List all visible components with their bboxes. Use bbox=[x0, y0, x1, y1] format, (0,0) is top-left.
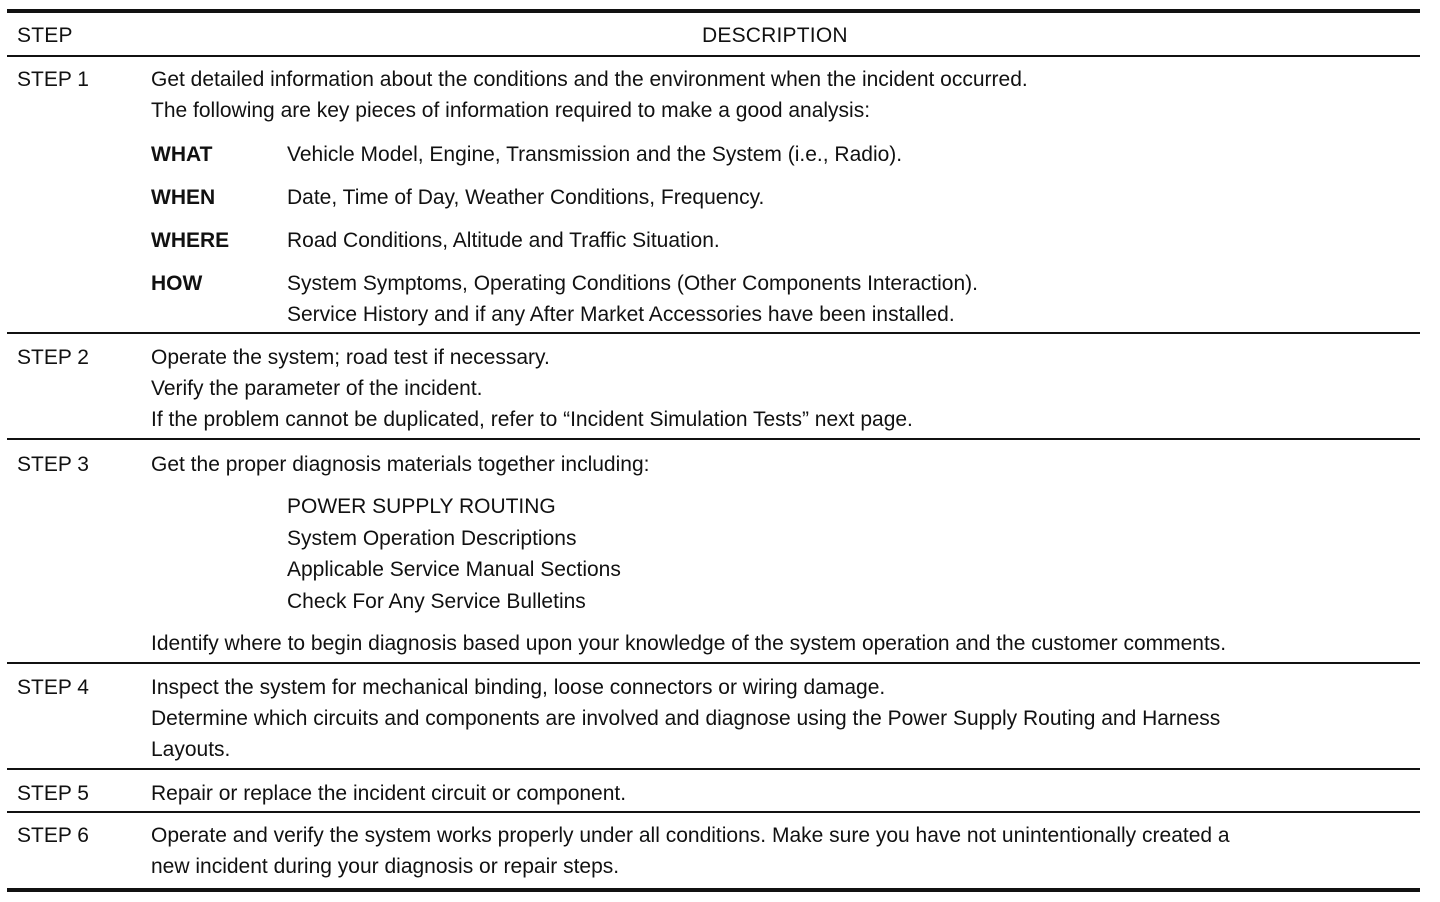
step-text: If the problem cannot be duplicated, refer to “Incident Simulation Tests” next page. bbox=[151, 408, 913, 431]
step-text: Determine which circuits and components are involved and diagnose using the Power Supply Routing and Harness bbox=[151, 707, 1221, 730]
key-when-value: Date, Time of Day, Weather Conditions, Frequency. bbox=[287, 186, 765, 209]
header-rule bbox=[7, 55, 1420, 57]
key-how-value: Service History and if any After Market Accessories have been installed. bbox=[287, 303, 955, 326]
step-text: The following are key pieces of information required to make a good analysis: bbox=[151, 99, 871, 122]
material-item: Applicable Service Manual Sections bbox=[287, 558, 621, 581]
step-text: Inspect the system for mechanical binding, loose connectors or wiring damage. bbox=[151, 676, 886, 699]
material-item: POWER SUPPLY ROUTING bbox=[287, 495, 556, 518]
key-what-value: Vehicle Model, Engine, Transmission and the System (i.e., Radio). bbox=[287, 143, 903, 166]
row-divider bbox=[7, 332, 1420, 334]
step-label: STEP 4 bbox=[17, 676, 89, 699]
step-label: STEP 5 bbox=[17, 782, 89, 805]
step-text: Operate the system; road test if necessary. bbox=[151, 346, 550, 369]
step-text: Layouts. bbox=[151, 738, 231, 761]
step-text: Operate and verify the system works properly under all conditions. Make sure you have not unintentionally created a bbox=[151, 824, 1230, 847]
step-label: STEP 6 bbox=[17, 824, 89, 847]
key-how: HOW bbox=[151, 272, 203, 295]
key-how-value: System Symptoms, Operating Conditions (Other Components Interaction). bbox=[287, 272, 978, 295]
key-where: WHERE bbox=[151, 229, 230, 252]
table-bottom-rule bbox=[7, 888, 1420, 892]
table-top-rule bbox=[7, 9, 1420, 13]
step-text: Verify the parameter of the incident. bbox=[151, 377, 483, 400]
header-step: STEP bbox=[17, 24, 73, 47]
step-label: STEP 1 bbox=[17, 68, 89, 91]
row-divider bbox=[7, 662, 1420, 664]
material-item: System Operation Descriptions bbox=[287, 527, 577, 550]
step-text: Get detailed information about the conditions and the environment when the incident occurred. bbox=[151, 68, 1028, 91]
step-text: Repair or replace the incident circuit or component. bbox=[151, 782, 627, 805]
key-when: WHEN bbox=[151, 186, 216, 209]
row-divider bbox=[7, 768, 1420, 770]
row-divider bbox=[7, 438, 1420, 440]
step-text: Identify where to begin diagnosis based upon your knowledge of the system operation and the customer comments. bbox=[151, 632, 1227, 655]
key-what: WHAT bbox=[151, 143, 213, 166]
row-divider bbox=[7, 811, 1420, 813]
step-text: Get the proper diagnosis materials together including: bbox=[151, 453, 650, 476]
step-label: STEP 2 bbox=[17, 346, 89, 369]
header-description: DESCRIPTION bbox=[702, 24, 848, 47]
key-where-value: Road Conditions, Altitude and Traffic Situation. bbox=[287, 229, 720, 252]
step-label: STEP 3 bbox=[17, 453, 89, 476]
step-text: new incident during your diagnosis or repair steps. bbox=[151, 855, 620, 878]
material-item: Check For Any Service Bulletins bbox=[287, 590, 586, 613]
